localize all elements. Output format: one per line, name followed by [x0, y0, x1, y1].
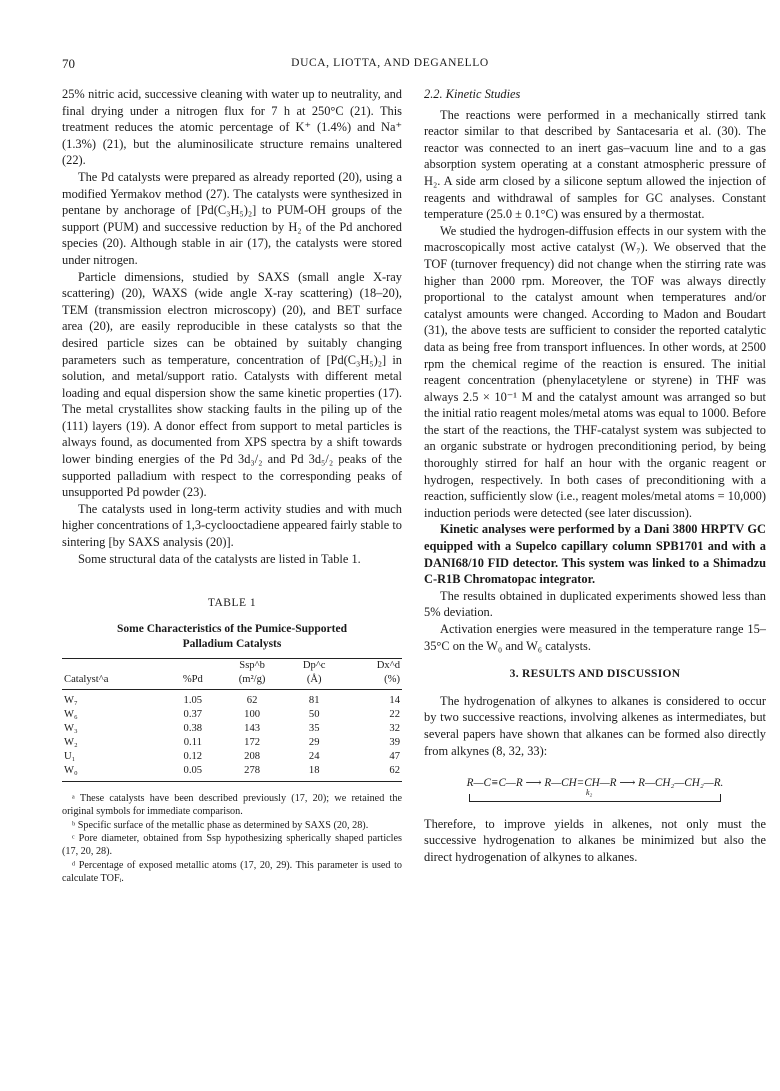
- table-cell: 0.38: [183, 722, 203, 734]
- table-cell: 100: [244, 708, 261, 720]
- reaction-equation: [424, 775, 766, 802]
- table-label: TABLE 1: [207, 597, 257, 610]
- table-cell: W₂: [64, 736, 78, 748]
- table-cell: 143: [244, 722, 261, 734]
- paragraph: Kinetic analyses were performed by a Dani 3800 HRPTV GC equipped with a Supelco capillary column SPB1701 and with a DANI68/10 FID detector. This system was linked to a Shimadzu C-R1B Chromatopac integrator.: [424, 522, 766, 587]
- table-cell: W₀: [62, 764, 167, 782]
- table-cell: W₇: [64, 694, 78, 706]
- page-number: 70: [62, 56, 75, 71]
- table-cell: 35: [308, 722, 320, 734]
- table-header-cell: (Å): [285, 673, 343, 690]
- equation-text: R—C≡C—R ⟶ R—CH=CH—R ⟶ R—CH₂—CH₂—R.: [466, 777, 724, 790]
- table-row: [62, 736, 402, 750]
- right-column: [424, 86, 766, 866]
- table-row: [62, 764, 402, 782]
- table-cell: 50: [308, 708, 320, 720]
- paragraph: The hydrogenation of alkynes to alkanes is considered to occur by two successive reactions, involving alkenes as intermediates, but several papers have shown that alkanes can be formed also directly from alkynes (8, 32, 33):: [424, 693, 766, 758]
- paragraph: The Pd catalysts were prepared as already reported (20), using a modified Yermakov method (27). The catalysts were synthesized in pentane by anchorage of [Pd(C₃H₅)₂] to PUM-OH groups of the support (PUM) and successive reduction by H₂ of the Pd anchored species (20). Although stable in air (17), the catalysts were stored under nitrogen.: [62, 169, 402, 267]
- table-cell: 0.05: [167, 764, 219, 782]
- table-header-row: [62, 658, 402, 673]
- table-cell: 47: [389, 750, 400, 762]
- table-cell: 278: [219, 764, 286, 782]
- table-cell: 0.11: [183, 736, 202, 748]
- table-cell: 32: [389, 722, 400, 734]
- table-caption-line: Palladium Catalysts: [182, 637, 282, 650]
- table-caption-line: Some Characteristics of the Pumice-Supported: [117, 622, 347, 635]
- table-row: [62, 708, 402, 722]
- section-heading: 3. RESULTS AND DISCUSSION: [509, 668, 681, 681]
- equation-rate-constant: k₂: [586, 787, 593, 797]
- paragraph: We studied the hydrogen-diffusion effects in our system with the macroscopically most active catalyst (W₇). We observed that the TOF (turnover frequency) did not change when the stirring rate was higher than 2000 rpm. Moreover, the TOF was always directly proportional to the catalyst amount when temperatures and/or catalyst amounts were changed. According to Madon and Boudart (31), the above tests are sufficient to consider the reported catalytic data as being free from transport influences. In other words, at 2500 rpm the chemical regime of the reaction is ensured. The initial reagent concentration (phenylacetylene or styrene) in THF was always 2.5 × 10⁻¹ M and the catalyst amount was arranged so but the initial ratio reagent moles/metal atoms was equal to 1000. Before the start of the reactions, the THF-catalyst system was subjected to an organic substrate or hydrogen preconditioning period, by being thoroughly stirred for half an hour with the organic reagent or hydrogen, respectively. In both cases of preconditioning with a reaction, sufficiently slow (i.e., reagent moles/metal atoms = 10,000) induction periods were detected (see later discussion).: [424, 223, 766, 520]
- table-header-cell: [167, 658, 219, 673]
- table-cell: 62: [343, 764, 402, 782]
- table-header-cell: %Pd: [167, 673, 219, 690]
- paragraph: Therefore, to improve yields in alkenes, not only must the successive hydrogenation to alkanes be minimized but also the direct hydrogenation of alkynes to alkanes.: [424, 816, 766, 864]
- table-footnote: ᵇ Specific surface of the metallic phase as determined by SAXS (20, 28).: [72, 819, 369, 831]
- paragraph: The results obtained in duplicated experiments showed less than 5% deviation.: [424, 588, 766, 620]
- running-head: DUCA, LIOTTA, AND DEGANELLO: [291, 57, 489, 69]
- table-cell: 14: [389, 694, 400, 706]
- table-header-cell: Catalyst^a: [62, 673, 167, 690]
- table-cell: 24: [308, 750, 320, 762]
- table-header-cell: [62, 658, 167, 673]
- table-header-row: [62, 673, 402, 690]
- table-cell: 22: [389, 708, 400, 720]
- table-cell: 62: [246, 694, 258, 706]
- table-cell: 172: [244, 736, 261, 748]
- table-header-cell: (%): [343, 673, 402, 690]
- table-cell: 29: [308, 736, 320, 748]
- table-cell: W₆: [64, 708, 78, 720]
- left-column: [62, 86, 402, 886]
- paragraph: The catalysts used in long-term activity studies and with much higher concentrations of 1,3-cyclooctadiene appeared fairly stable to sintering [by SAXS analysis (20)].: [62, 501, 402, 550]
- paragraph: Particle dimensions, studied by SAXS (small angle X-ray scattering) (20), WAXS (wide angle X-ray scattering) (18–20), TEM (transmission electron microscopy) (20), and BET surface area (20), are easily reproducible in these catalysts so that the desired particle sizes can be obtained by suitably changing parameters such as temperature, concentration of [Pd(C₃H₅)₂] in solution, and metal/support ratio. Catalysts with different metal loading and equal dispersion show the same kinetic properties (17). The metal crystallites show stacking faults in the piling up of the (111) layers (19). A donor effect from support to metal particles is always found, as documented from XPS spectra by a shift towards lower binding energies of the Pd 3d₃/₂ and Pd 3d₅/₂ peaks of the supported palladium with respect to the corresponding peaks of unsupported Pd powder (23).: [62, 269, 402, 500]
- table-cell: 0.12: [183, 750, 203, 762]
- table-cell: 18: [285, 764, 343, 782]
- catalyst-table: [62, 658, 402, 782]
- table-1: [62, 595, 402, 885]
- table-cell: 39: [389, 736, 400, 748]
- table-cell: 0.37: [183, 708, 203, 720]
- table-footnote: ᵈ Percentage of exposed metallic atoms (17, 20, 29). This parameter is used to calculate TOFᵢ.: [62, 859, 402, 885]
- paragraph: Some structural data of the catalysts are listed in Table 1.: [78, 551, 361, 566]
- table-footnotes: [62, 792, 402, 886]
- table-cell: 208: [244, 750, 261, 762]
- table-caption: [62, 622, 402, 652]
- table-footnote: ᶜ Pore diameter, obtained from Ssp hypothesizing spherically shaped particles (17, 20, 28).: [62, 833, 402, 858]
- equation-bracket: [469, 787, 721, 802]
- table-header-cell: (m²/g): [219, 673, 286, 690]
- table-row: [62, 722, 402, 736]
- table-cell: 81: [308, 694, 320, 706]
- table-cell: 1.05: [183, 694, 203, 706]
- table-header-cell: Dx^d: [343, 658, 402, 673]
- table-footnote: ᵃ These catalysts have been described previously (17, 20); we retained the original symbols for immediate comparison.: [62, 792, 402, 818]
- table-header-cell: Ssp^b: [219, 658, 286, 673]
- table-header-cell: Dp^c: [285, 658, 343, 673]
- paragraph: Activation energies were measured in the temperature range 15–35°C on the W₀ and W₆ catalysts.: [424, 622, 766, 653]
- table-cell: W₃: [64, 722, 78, 734]
- paragraph: 25% nitric acid, successive cleaning with water up to neutrality, and final drying under a nitrogen flux for 7 h at 250°C (21). This treatment reduces the atomic percentage of K⁺ (1.4%) and Na⁺ (1.3%) (21), but the aluminosilicate structure remains unaltered (22).: [62, 87, 402, 168]
- table-cell: U₁: [64, 750, 76, 762]
- subsection-title: 2.2. Kinetic Studies: [424, 87, 521, 101]
- table-row: [62, 689, 402, 708]
- table-row: [62, 750, 402, 764]
- paragraph: The reactions were performed in a mechanically stirred tank reactor similar to that described by Santacesaria et al. (30). The reactor was connected to an inert gas–vacuum line and to a gas absorption system operating at a constant atmospheric pressure of H₂. A side arm closed by a silicone septum allowed the injection of reagents and withdrawal of samples for GC analyses. Constant temperature (25.0 ± 0.1°C) was ensured by a thermostat.: [424, 107, 766, 222]
